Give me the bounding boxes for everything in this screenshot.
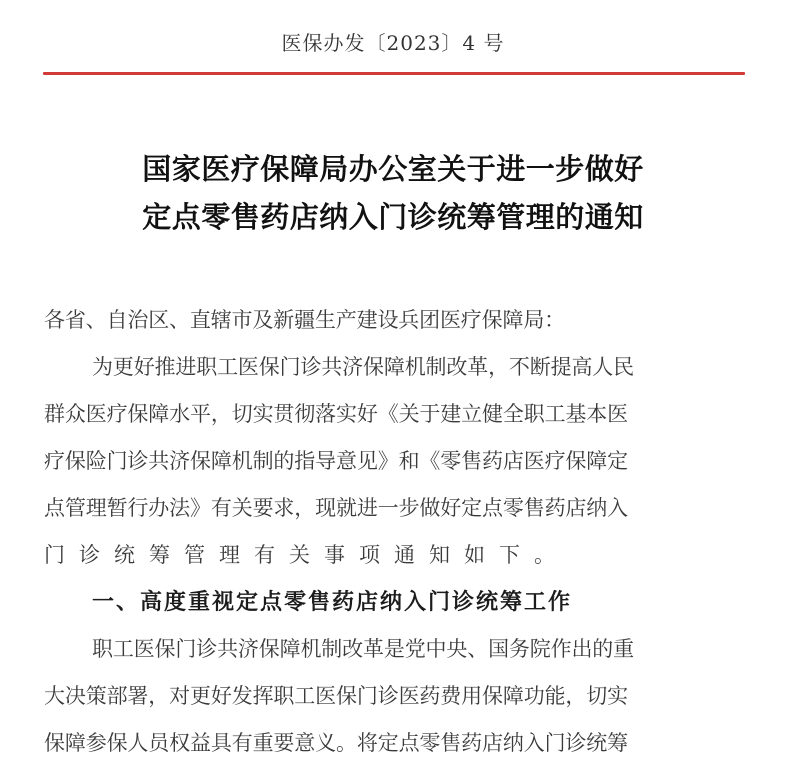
document-body [44, 297, 744, 767]
section-heading: 一、高度重视定点零售药店纳入门诊统筹工作 [92, 590, 573, 615]
paragraph-line: 门诊统筹管理有关事项通知如下。 [44, 543, 569, 567]
paragraph-line: 职工医保门诊共济保障机制改革是党中央、国务院作出的重 [92, 637, 634, 661]
paragraph-line: 疗保险门诊共济保障机制的指导意见》和《零售药店医疗保障定 [44, 449, 628, 473]
salutation: 各省、自治区、直辖市及新疆生产建设兵团医疗保障局： [44, 308, 565, 332]
paragraph-line: 点管理暂行办法》有关要求，现就进一步做好定点零售药店纳入 [44, 496, 628, 520]
document-title-line-2: 定点零售药店纳入门诊统筹管理的通知 [142, 200, 644, 234]
paragraph-line: 大决策部署，对更好发挥职工医保门诊医药费用保障功能，切实 [44, 684, 628, 708]
document-title-line-1: 国家医疗保障局办公室关于进一步做好 [142, 152, 644, 186]
paragraph-line: 为更好推进职工医保门诊共济保障机制改革，不断提高人民 [92, 355, 634, 379]
paragraph-line: 保障参保人员权益具有重要意义。将定点零售药店纳入门诊统筹 [44, 731, 628, 755]
red-header-rule [43, 72, 745, 75]
paragraph-line: 群众医疗保障水平，切实贯彻落实好《关于建立健全职工基本医 [44, 402, 628, 426]
document-number: 医保办发〔2023〕4 号 [281, 31, 505, 55]
